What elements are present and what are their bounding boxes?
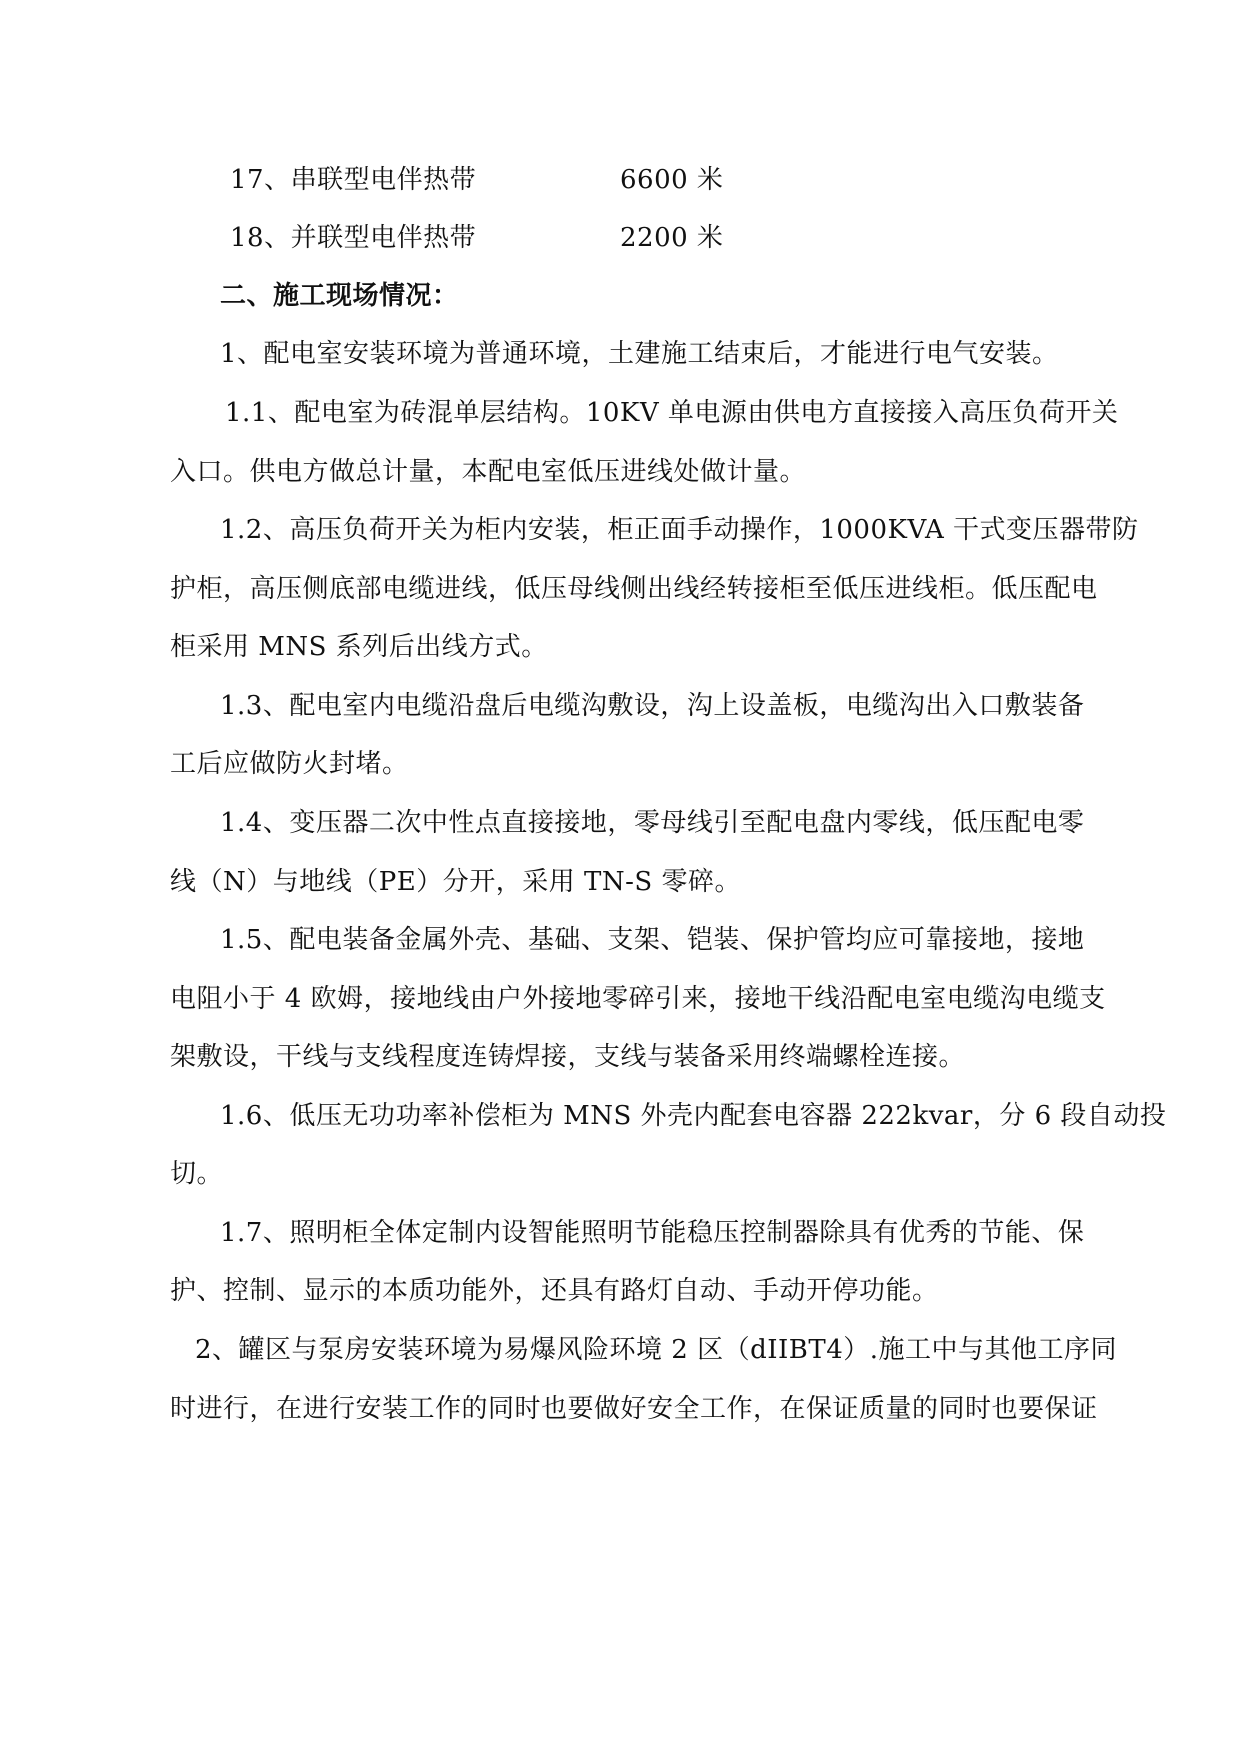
paragraph-line: 柜采用 MNS 系列后出线方式。 <box>170 632 548 662</box>
item-quantity: 2200 米 <box>620 223 724 253</box>
paragraph-line: 切。 <box>170 1159 224 1189</box>
paragraph-line: 1.4、变压器二次中性点直接接地，零母线引至配电盘内零线，低压配电零 <box>220 808 1085 838</box>
paragraph-line: 2、罐区与泵房安装环境为易爆风险环境 2 区（dIIBT4）.施工中与其他工序同 <box>195 1335 1118 1365</box>
paragraph-line: 1、配电室安装环境为普通环境，土建施工结束后，才能进行电气安装。 <box>220 339 1059 369</box>
paragraph-line: 电阻小于 4 欧姆，接地线由户外接地零碎引来，接地干线沿配电室电缆沟电缆支 <box>170 984 1106 1014</box>
paragraph-line: 1.6、低压无功功率补偿柜为 MNS 外壳内配套电容器 222kvar，分 6 段自动投 <box>220 1101 1167 1131</box>
paragraph-line: 工后应做防火封堵。 <box>170 749 409 779</box>
paragraph-line: 架敷设，干线与支线程度连铸焊接，支线与装备采用终端螺栓连接。 <box>170 1042 966 1072</box>
paragraph-line: 1.3、配电室内电缆沿盘后电缆沟敷设，沟上设盖板，电缆沟出入口敷装备 <box>220 691 1085 721</box>
paragraph-line: 1.5、配电装备金属外壳、基础、支架、铠装、保护管均应可靠接地，接地 <box>220 925 1085 955</box>
paragraph-line: 护柜，高压侧底部电缆进线，低压母线侧出线经转接柜至低压进线柜。低压配电 <box>170 574 1098 604</box>
paragraph-line: 1.2、高压负荷开关为柜内安装，柜正面手动操作，1000KVA 干式变压器带防 <box>220 515 1139 545</box>
paragraph-line: 1.1、配电室为砖混单层结构。10KV 单电源由供电方直接接入高压负荷开关 <box>225 398 1119 428</box>
paragraph-line: 时进行，在进行安装工作的同时也要做好安全工作，在保证质量的同时也要保证 <box>170 1394 1098 1424</box>
item-name: 17、串联型电伴热带 <box>230 165 477 195</box>
paragraph-line: 入口。供电方做总计量，本配电室低压进线处做计量。 <box>170 457 807 487</box>
item-quantity: 6600 米 <box>620 165 724 195</box>
paragraph-line: 线（N）与地线（PE）分开，采用 TN-S 零碎。 <box>170 867 741 897</box>
paragraph-line: 1.7、照明柜全体定制内设智能照明节能稳压控制器除具有优秀的节能、保 <box>220 1218 1085 1248</box>
paragraph-line: 护、控制、显示的本质功能外，还具有路灯自动、手动开停功能。 <box>170 1276 939 1306</box>
item-name: 18、并联型电伴热带 <box>230 223 477 253</box>
section-heading: 二、施工现场情况： <box>220 281 459 311</box>
